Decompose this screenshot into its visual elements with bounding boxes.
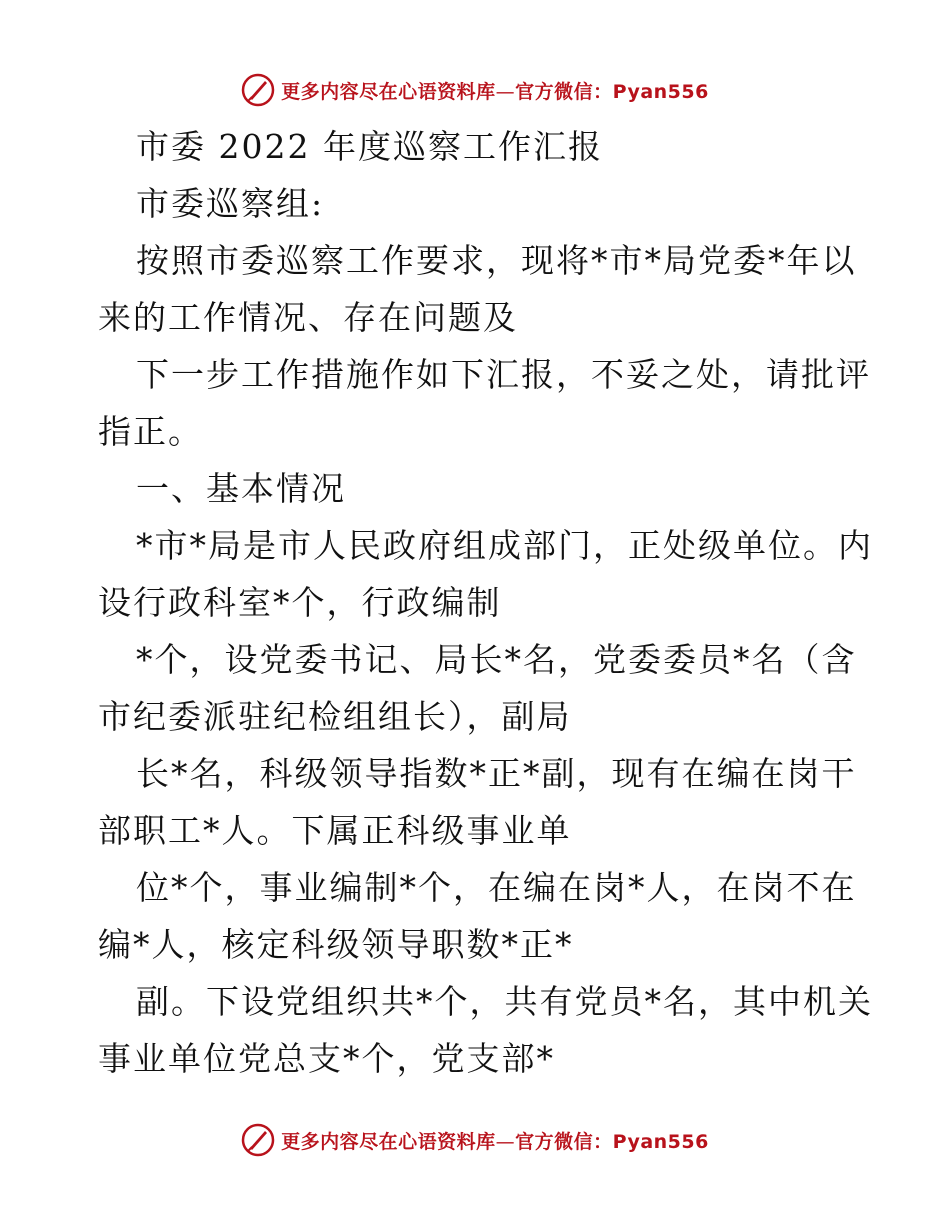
document-line: 按照市委巡察工作要求，现将*市*局党委*年以 <box>136 241 857 280</box>
document-line: 市委巡察组: <box>136 184 325 223</box>
document-line: 事业单位党总支*个，党支部* <box>98 1039 555 1078</box>
document-line: 来的工作情况、存在问题及 <box>98 298 518 337</box>
document-line: 部职工*人。下属正科级事业单 <box>98 811 572 850</box>
watermark-text: 更多内容尽在心语资料库—官方微信：Pyan556 <box>281 1130 709 1153</box>
document-line: 市委 2022 年度巡察工作汇报 <box>136 127 603 166</box>
document-line: 一、基本情况 <box>136 469 346 508</box>
document-line: 下一步工作措施作如下汇报，不妥之处，请批评 <box>136 355 871 394</box>
document-body <box>98 118 873 1087</box>
document-line: 指正。 <box>98 412 203 451</box>
quill-logo-icon <box>241 73 275 107</box>
document-line: 设行政科室*个，行政编制 <box>98 583 502 622</box>
document-line: 长*名，科级领导指数*正*副，现有在编在岗干 <box>136 754 857 793</box>
document-line: 编*人，核定科级领导职数*正* <box>98 925 574 964</box>
document-line: 位*个，事业编制*个，在编在岗*人，在岗不在 <box>136 868 857 907</box>
watermark-header <box>0 70 950 110</box>
document-line: *市*局是市人民政府组成部门，正处级单位。内 <box>136 526 873 565</box>
watermark-text: 更多内容尽在心语资料库—官方微信：Pyan556 <box>281 80 709 103</box>
watermark-footer <box>0 1120 950 1160</box>
document-line: *个，设党委书记、局长*名，党委委员*名（含 <box>136 640 857 679</box>
quill-logo-icon <box>241 1123 275 1157</box>
document-line: 副。下设党组织共*个，共有党员*名，其中机关 <box>136 982 873 1021</box>
document-line: 市纪委派驻纪检组组长），副局 <box>98 697 572 736</box>
